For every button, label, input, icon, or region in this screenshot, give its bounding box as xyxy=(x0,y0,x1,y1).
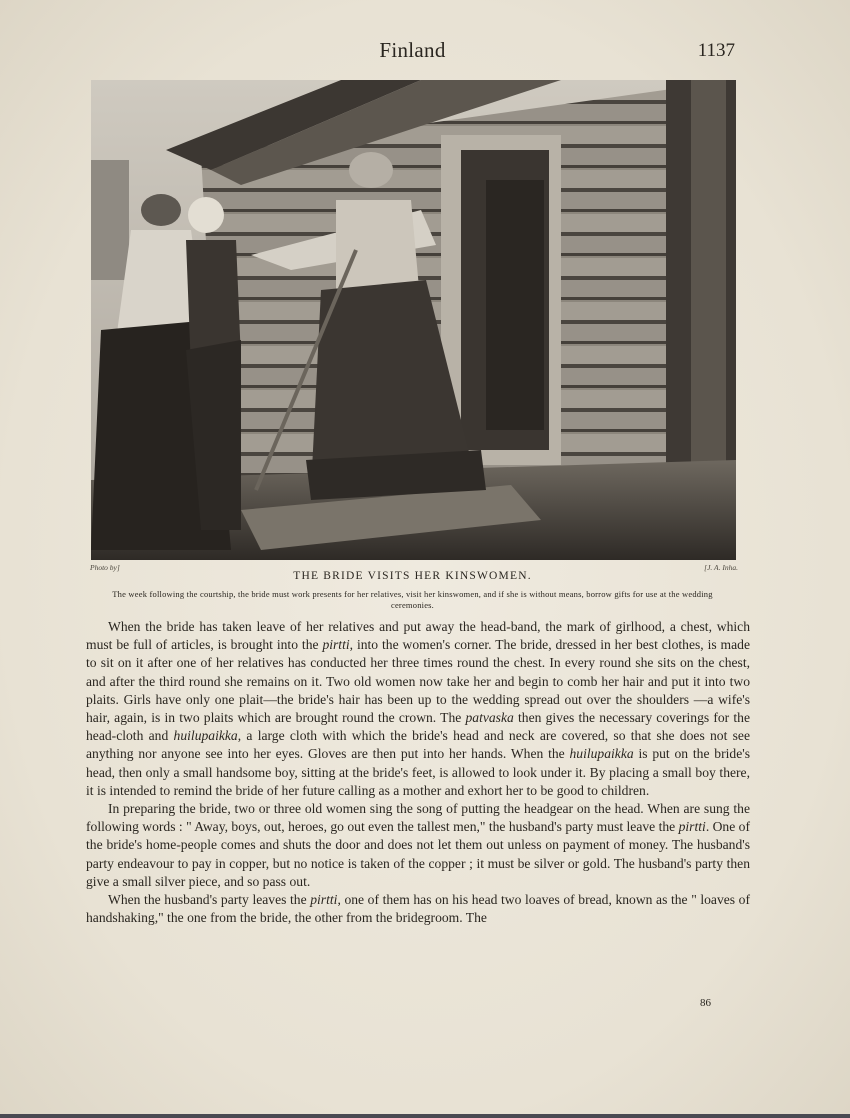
paragraph: When the bride has taken leave of her relatives and put away the head-band, the mark of girlhood, a chest, which must be full of articles, is brought into the pirtti, into the women's corner. The bride, dressed in her best clothes, is made to sit on it after one of her relatives has conducted her three times round the chest. In every round she sits on the chest, and after the third round she remains on it. Two old women now take her and begin to comb her hair and put it into two plaits. Girls have only one plait—the bride's hair has been up to the wedding spread out over the shoulders —a wife's hair, again, is in two plaits which are brought round the crown. The patvaska then gives the necessary coverings for the head-cloth and huilupaikka, a large cloth with which the bride's head and neck are covered, so that she does not see anything nor anyone see into her eyes. Gloves are then put into her hands. When the huilupaikka is put on the bride's head, then only a small handsome boy, sitting at the bride's feet, is allowed to look under it. By placing a small boy there, it is intended to remind the bride of her future calling as a mother and exhort her to be good to children. xyxy=(86,619,750,798)
page-header xyxy=(90,38,735,68)
photograph-bride-visits-kinswomen xyxy=(91,80,736,560)
paragraph: In preparing the bride, two or three old women sing the song of putting the headgear on the head. When are sung the following words : " Away, boys, out, heroes, go out even the tallest men," the husband's party must leave the pirtti. One of the bride's home-people comes and shuts the door and does not let them out unless on payment of money. The husband's party endeavour to pay in copper, but no notice is taken of the copper ; it must be silver or gold. The husband's party then give a small silver piece, and so pass out. xyxy=(86,801,750,889)
photo-credit-right: [J. A. Inha. xyxy=(704,563,738,572)
caption-title: THE BRIDE VISITS HER KINSWOMEN. xyxy=(293,570,532,582)
scan-edge xyxy=(0,1114,850,1118)
page-number: 1137 xyxy=(697,40,735,61)
paragraph: When the husband's party leaves the pirtti, one of them has on his head two loaves of bread, known as the " loaves of handshaking," the one from the bride, the other from the bridegroom. The xyxy=(86,892,750,926)
photo-credit-left: Photo by] xyxy=(90,563,120,572)
body-text xyxy=(86,618,750,927)
running-title: Finland xyxy=(379,38,446,62)
caption-text: The week following the courtship, the bride must work presents for her relatives, visit her kinswomen, and if she is without means, borrow gifts for use at the wedding ceremonies. xyxy=(112,589,713,610)
signature-mark: 86 xyxy=(700,997,711,1009)
